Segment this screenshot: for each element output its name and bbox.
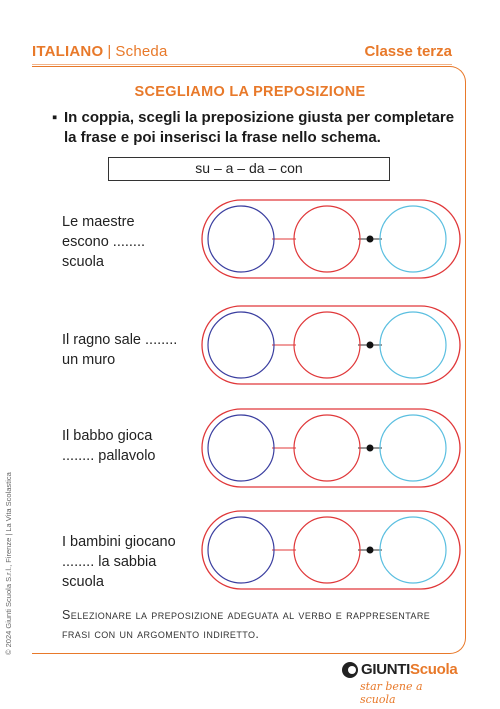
sentence-scheme-1 <box>200 196 466 282</box>
exercise-sentence-2 <box>62 330 177 370</box>
logo-brand-accent: Scuola <box>410 661 458 678</box>
verb-circle <box>294 312 360 378</box>
scheme-dot <box>367 342 374 349</box>
header-subject <box>32 43 168 60</box>
instruction-text: In coppia, scegli la preposizione giusta per completare la frase e poi inserisci la frase nello schema. <box>64 109 455 146</box>
sentence-line: ........ pallavolo <box>62 448 156 464</box>
sentence-line: scuola <box>62 574 104 590</box>
subject-label: ITALIANO <box>32 43 104 60</box>
subject-circle <box>208 415 274 481</box>
sentence-line: I bambini giocano <box>62 534 176 550</box>
subject-circle <box>208 206 274 272</box>
logo-brand <box>361 661 457 678</box>
verb-circle <box>294 517 360 583</box>
sentence-line: Il ragno sale ........ <box>62 332 178 348</box>
worksheet-title: SCEGLIAMO LA PREPOSIZIONE <box>134 84 366 100</box>
sentence-scheme-4 <box>200 507 466 593</box>
verb-circle <box>294 206 360 272</box>
subject-circle <box>208 517 274 583</box>
complement-circle <box>380 312 446 378</box>
complement-circle <box>380 206 446 272</box>
grade-label: Classe terza <box>364 43 452 60</box>
teacher-note: Selezionare la preposizione adeguata al verbo e rappresentare frasi con un argomento indiretto. <box>62 608 431 641</box>
scheme-dot <box>367 547 374 554</box>
instruction <box>52 108 462 148</box>
giunti-scuola-logo <box>342 660 458 706</box>
sentence-line: escono ........ <box>62 234 146 250</box>
scheme-outline <box>202 511 460 589</box>
sentence-line: scuola <box>62 254 104 270</box>
logo-brand-main: GIUNTI <box>361 661 411 678</box>
sheet-kind-label: Scheda <box>115 43 168 60</box>
complement-circle <box>380 517 446 583</box>
copyright-credit: © 2024 Giunti Scuola S.r.l., Firenze | La Vita Scolastica <box>4 472 13 655</box>
scheme-dot <box>367 236 374 243</box>
exercise-sentence-3 <box>62 426 156 466</box>
bullet-icon: ▪ <box>52 109 58 126</box>
preposition-options-box: su – a – da – con <box>108 157 390 181</box>
logo-tagline: star bene a scuola <box>360 680 423 706</box>
sentence-line: Il babbo gioca <box>62 428 153 444</box>
sentence-line: Le maestre <box>62 214 135 230</box>
sentence-line: ........ la sabbia <box>62 554 157 570</box>
sentence-line: un muro <box>62 352 116 368</box>
logo-mark-icon <box>342 662 358 678</box>
scheme-outline <box>202 200 460 278</box>
subject-circle <box>208 312 274 378</box>
exercise-sentence-4 <box>62 532 176 592</box>
header-separator: | <box>107 43 112 60</box>
complement-circle <box>380 415 446 481</box>
exercise-sentence-1 <box>62 212 145 272</box>
verb-circle <box>294 415 360 481</box>
scheme-outline <box>202 409 460 487</box>
sentence-scheme-2 <box>200 302 466 388</box>
scheme-outline <box>202 306 460 384</box>
sentence-scheme-3 <box>200 405 466 491</box>
header-divider <box>32 64 452 65</box>
scheme-dot <box>367 445 374 452</box>
